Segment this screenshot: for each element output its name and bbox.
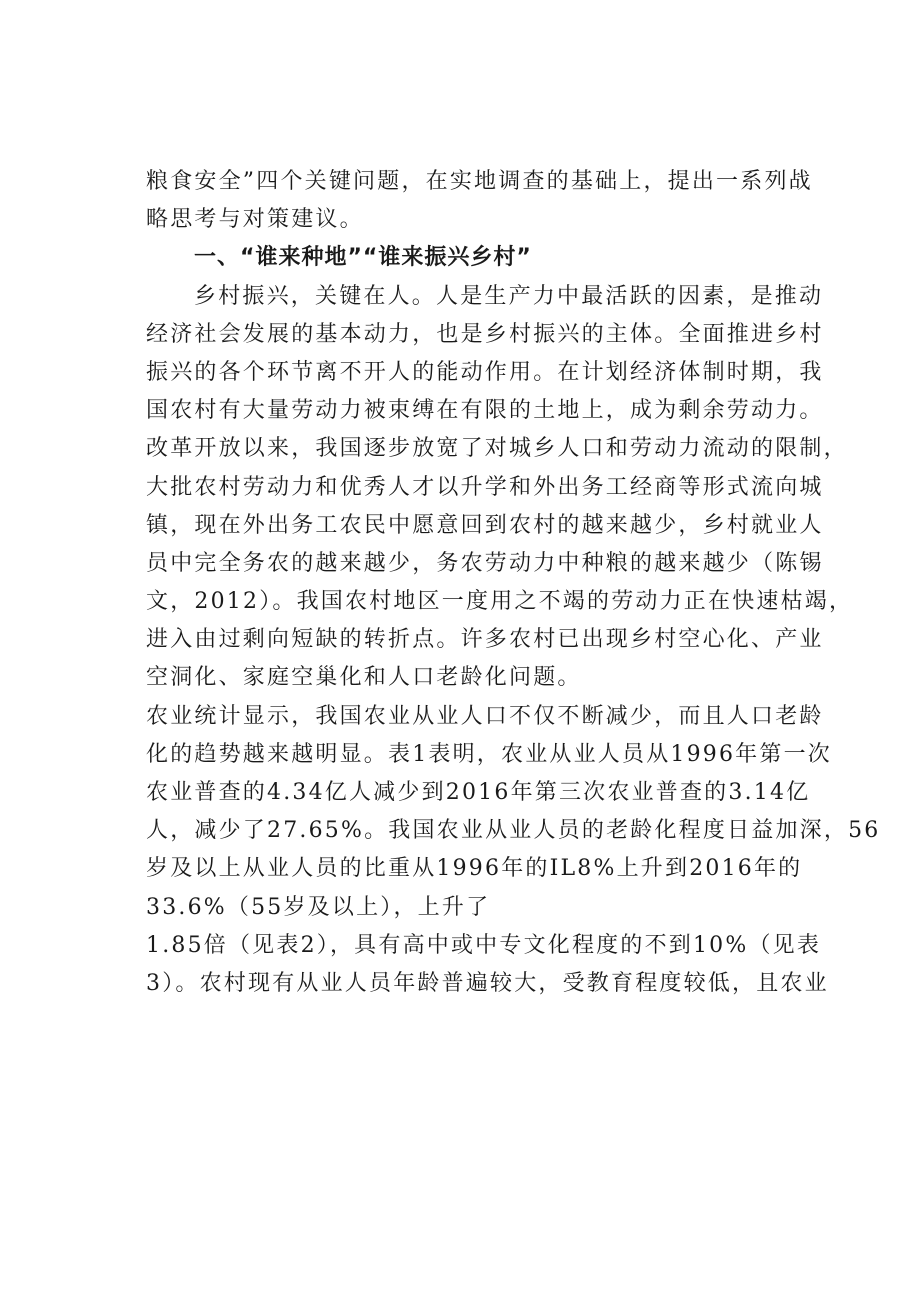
text-line: 33.6%（55岁及以上），上升了 xyxy=(146,894,491,920)
text-line: 农业普查的4.34亿人减少到2016年第三次农业普查的3.14亿 xyxy=(146,780,811,805)
text-line: 振兴的各个环节离不开人的能动作用。在计划经济体制时期，我 xyxy=(146,359,824,385)
text-line: 岁及以上从业人员的比重从1996年的IL8%上升到2016年的 xyxy=(146,856,803,882)
text-line: 镇，现在外出务工农民中愿意回到农村的越来越少，乡村就业人 xyxy=(146,512,824,538)
text-line: 国农村有大量劳动力被束缚在有限的土地上，成为剩余劳动力。 xyxy=(146,398,824,424)
text-line: 人，减少了27.65%。我国农业从业人员的老龄化程度日益加深，56 xyxy=(146,818,881,844)
text-line: 空洞化、家庭空巢化和人口老龄化问题。 xyxy=(146,665,582,691)
text-line: 1.85倍（见表2），具有高中或中专文化程度的不到10%（见表 xyxy=(146,932,822,958)
text-line: 改革开放以来，我国逐步放宽了对城乡人口和劳动力流动的限制， xyxy=(146,436,848,462)
text-line: 文，2012）。我国农村地区一度用之不竭的劳动力正在快速枯竭， xyxy=(146,589,854,615)
text-line: 化的趋势越来越明显。表1表明，农业从业人员从1996年第一次 xyxy=(146,741,832,767)
text-line: 3）。农村现有从业人员年龄普遍较大，受教育程度较低，且农业 xyxy=(146,970,829,996)
text-line: 农业统计显示，我国农业从业人口不仅不断减少，而且人口老龄 xyxy=(146,703,824,729)
section-heading: 一、“谁来种地”“谁来振兴乡村” xyxy=(194,245,532,271)
text-line: 略思考与对策建议。 xyxy=(146,207,364,233)
body-text xyxy=(146,163,881,1003)
text-line: 粮食安全”四个关键问题，在实地调查的基础上，提出一系列战 xyxy=(146,169,813,194)
text-line: 进入由过剩向短缺的转折点。许多农村已出现乡村空心化、产业 xyxy=(146,627,824,653)
text-line: 员中完全务农的越来越少，务农劳动力中种粮的越来越少（陈锡 xyxy=(146,550,824,576)
text-line: 经济社会发展的基本动力，也是乡村振兴的主体。全面推进乡村 xyxy=(146,321,824,347)
text-line: 乡村振兴，关键在人。人是生产力中最活跃的因素，是推动 xyxy=(194,283,824,309)
text-line: 大批农村劳动力和优秀人才以升学和外出务工经商等形式流向城 xyxy=(146,474,824,500)
